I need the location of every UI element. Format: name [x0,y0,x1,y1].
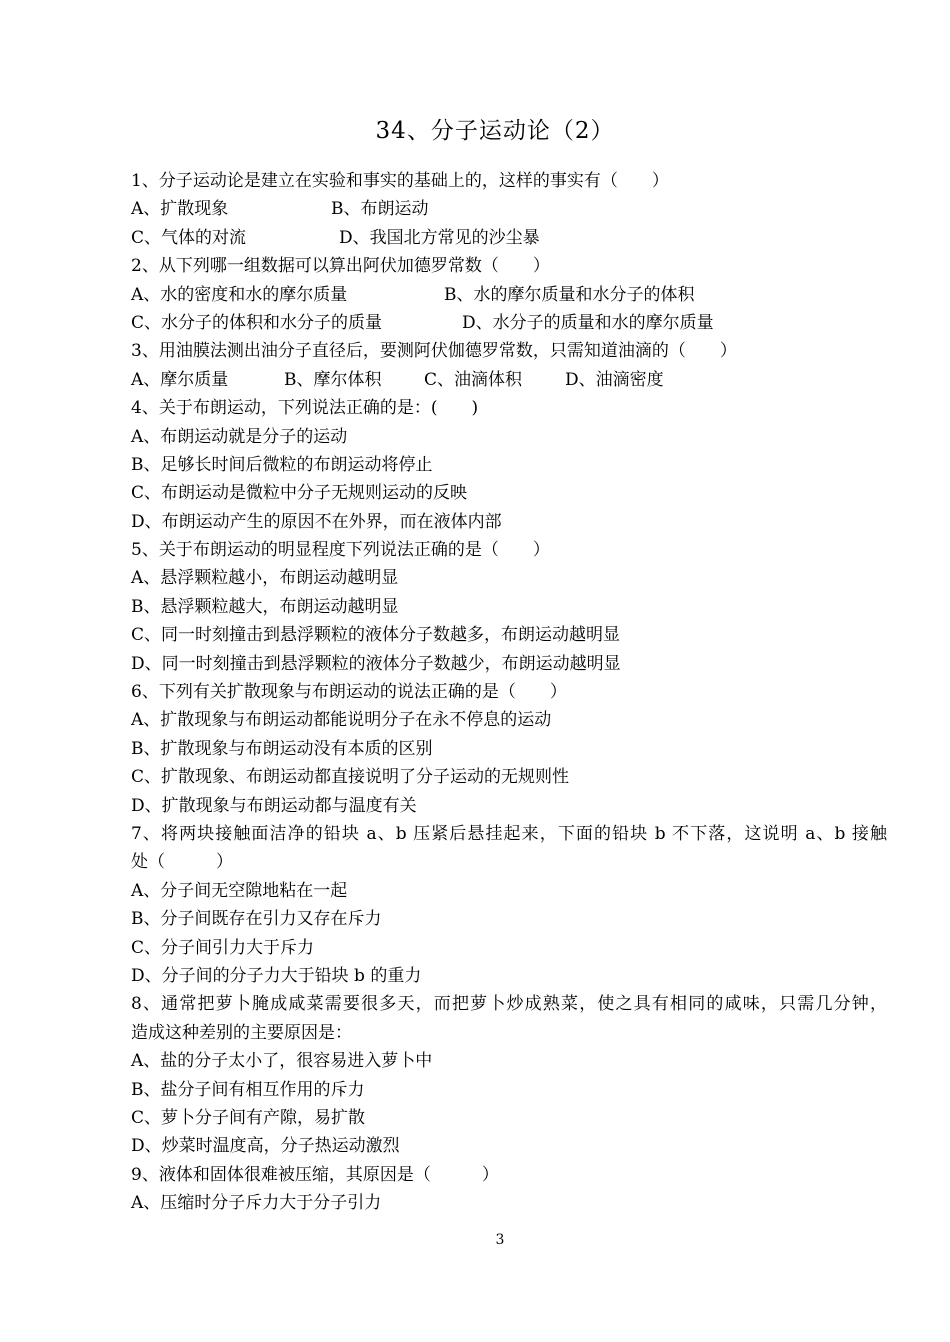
answer-option: B、分子间既存在引力又存在斥力 [131,909,382,930]
option-row [131,792,887,820]
answer-option: A、摩尔质量 [131,369,229,390]
option-row [131,281,887,309]
answer-option: A、压缩时分子斥力大于分子引力 [131,1193,382,1214]
answer-option: D、同一时刻撞击到悬浮颗粒的液体分子数越少，布朗运动越明显 [131,653,621,674]
page-number: 3 [495,1232,505,1248]
option-row [131,366,887,394]
answer-option: D、炒菜时温度高，分子热运动激烈 [131,1136,400,1157]
question-stem: 5、关于布朗运动的明显程度下列说法正确的是（ ） [131,540,550,561]
answer-option: C、扩散现象、布朗运动都直接说明了分子运动的无规则性 [131,767,570,788]
option-row [131,1104,887,1132]
option-row [131,650,887,678]
question-stem: 7、将两块接触面洁净的铅块 a、b 压紧后悬挂起来，下面的铅块 b 不下落，这说明 a、b 接触 [131,823,887,844]
question-stem: 9、液体和固体很难被压缩，其原因是（ ） [131,1164,499,1185]
answer-option: C、分子间引力大于斥力 [131,937,315,958]
answer-option: D、布朗运动产生的原因不在外界，而在液体内部 [131,511,502,532]
answer-option: A、分子间无空隙地粘在一起 [131,880,348,901]
question-stem: 3、用油膜法测出油分子直径后，要测阿伏伽德罗常数，只需知道油滴的（ ） [131,341,737,362]
answer-option: D、水分子的质量和水的摩尔质量 [462,312,714,333]
answer-option: B、布朗运动 [331,199,429,220]
option-row [131,195,887,223]
answer-option: C、布朗运动是微粒中分子无规则运动的反映 [131,483,468,504]
answer-option: D、扩散现象与布朗运动都与温度有关 [131,795,417,816]
option-row [131,451,887,479]
answer-option: A、水的密度和水的摩尔质量 [131,284,348,305]
option-row [131,309,887,337]
option-row [131,905,887,933]
question-stem: 6、下列有关扩散现象与布朗运动的说法正确的是（ ） [131,682,567,703]
option-row [131,1132,887,1160]
answer-option: C、油滴体积 [424,369,523,390]
answer-option: A、盐的分子太小了，很容易进入萝卜中 [131,1051,433,1072]
option-row [131,934,887,962]
answer-option: B、扩散现象与布朗运动没有本质的区别 [131,738,433,759]
option-row [131,621,887,649]
answer-option: B、足够长时间后微粒的布朗运动将停止 [131,454,433,475]
answer-option: B、摩尔体积 [284,369,382,390]
option-row [131,1076,887,1104]
answer-option: C、气体的对流 [131,227,247,248]
question-stem: 2、从下列哪一组数据可以算出阿伏加德罗常数（ ） [131,256,550,277]
answer-option: A、悬浮颗粒越小，布朗运动越明显 [131,568,399,589]
answer-option: D、分子间的分子力大于铅块 b 的重力 [131,965,422,986]
answer-option: B、水的摩尔质量和水分子的体积 [444,284,695,305]
option-row [131,423,887,451]
answer-option: C、萝卜分子间有产隙，易扩散 [131,1107,366,1128]
option-row [131,763,887,791]
answer-option: A、扩散现象与布朗运动都能说明分子在永不停息的运动 [131,710,552,731]
answer-option: B、盐分子间有相互作用的斥力 [131,1079,365,1100]
question-stem: 处（ ） [131,852,233,873]
option-row [131,877,887,905]
answer-option: D、油滴密度 [565,369,664,390]
option-row [131,735,887,763]
option-row [131,706,887,734]
option-row [131,962,887,990]
option-row [131,508,887,536]
question-stem: 4、关于布朗运动，下列说法正确的是：( ) [131,398,479,419]
option-row [131,564,887,592]
page-title: 34、分子运动论（2） [375,118,615,144]
question-stem: 8、通常把萝卜腌成咸菜需要很多天，而把萝卜炒成熟菜，使之具有相同的咸味，只需几分钟， [131,994,887,1015]
option-row [131,479,887,507]
answer-option: C、水分子的体积和水分子的质量 [131,312,383,333]
answer-option: C、同一时刻撞击到悬浮颗粒的液体分子数越多，布朗运动越明显 [131,625,621,646]
option-row [131,593,887,621]
answer-option: D、我国北方常见的沙尘暴 [339,227,540,248]
option-row [131,1189,887,1217]
question-stem: 1、分子运动论是建立在实验和事实的基础上的，这样的事实有（ ） [131,171,669,191]
question-list [131,167,887,1217]
question-stem: 造成这种差别的主要原因是： [131,1022,352,1043]
answer-option: B、悬浮颗粒越大，布朗运动越明显 [131,596,399,617]
answer-option: A、布朗运动就是分子的运动 [131,426,348,447]
option-row [131,1047,887,1075]
option-row [131,224,887,252]
answer-option: A、扩散现象 [131,199,229,220]
